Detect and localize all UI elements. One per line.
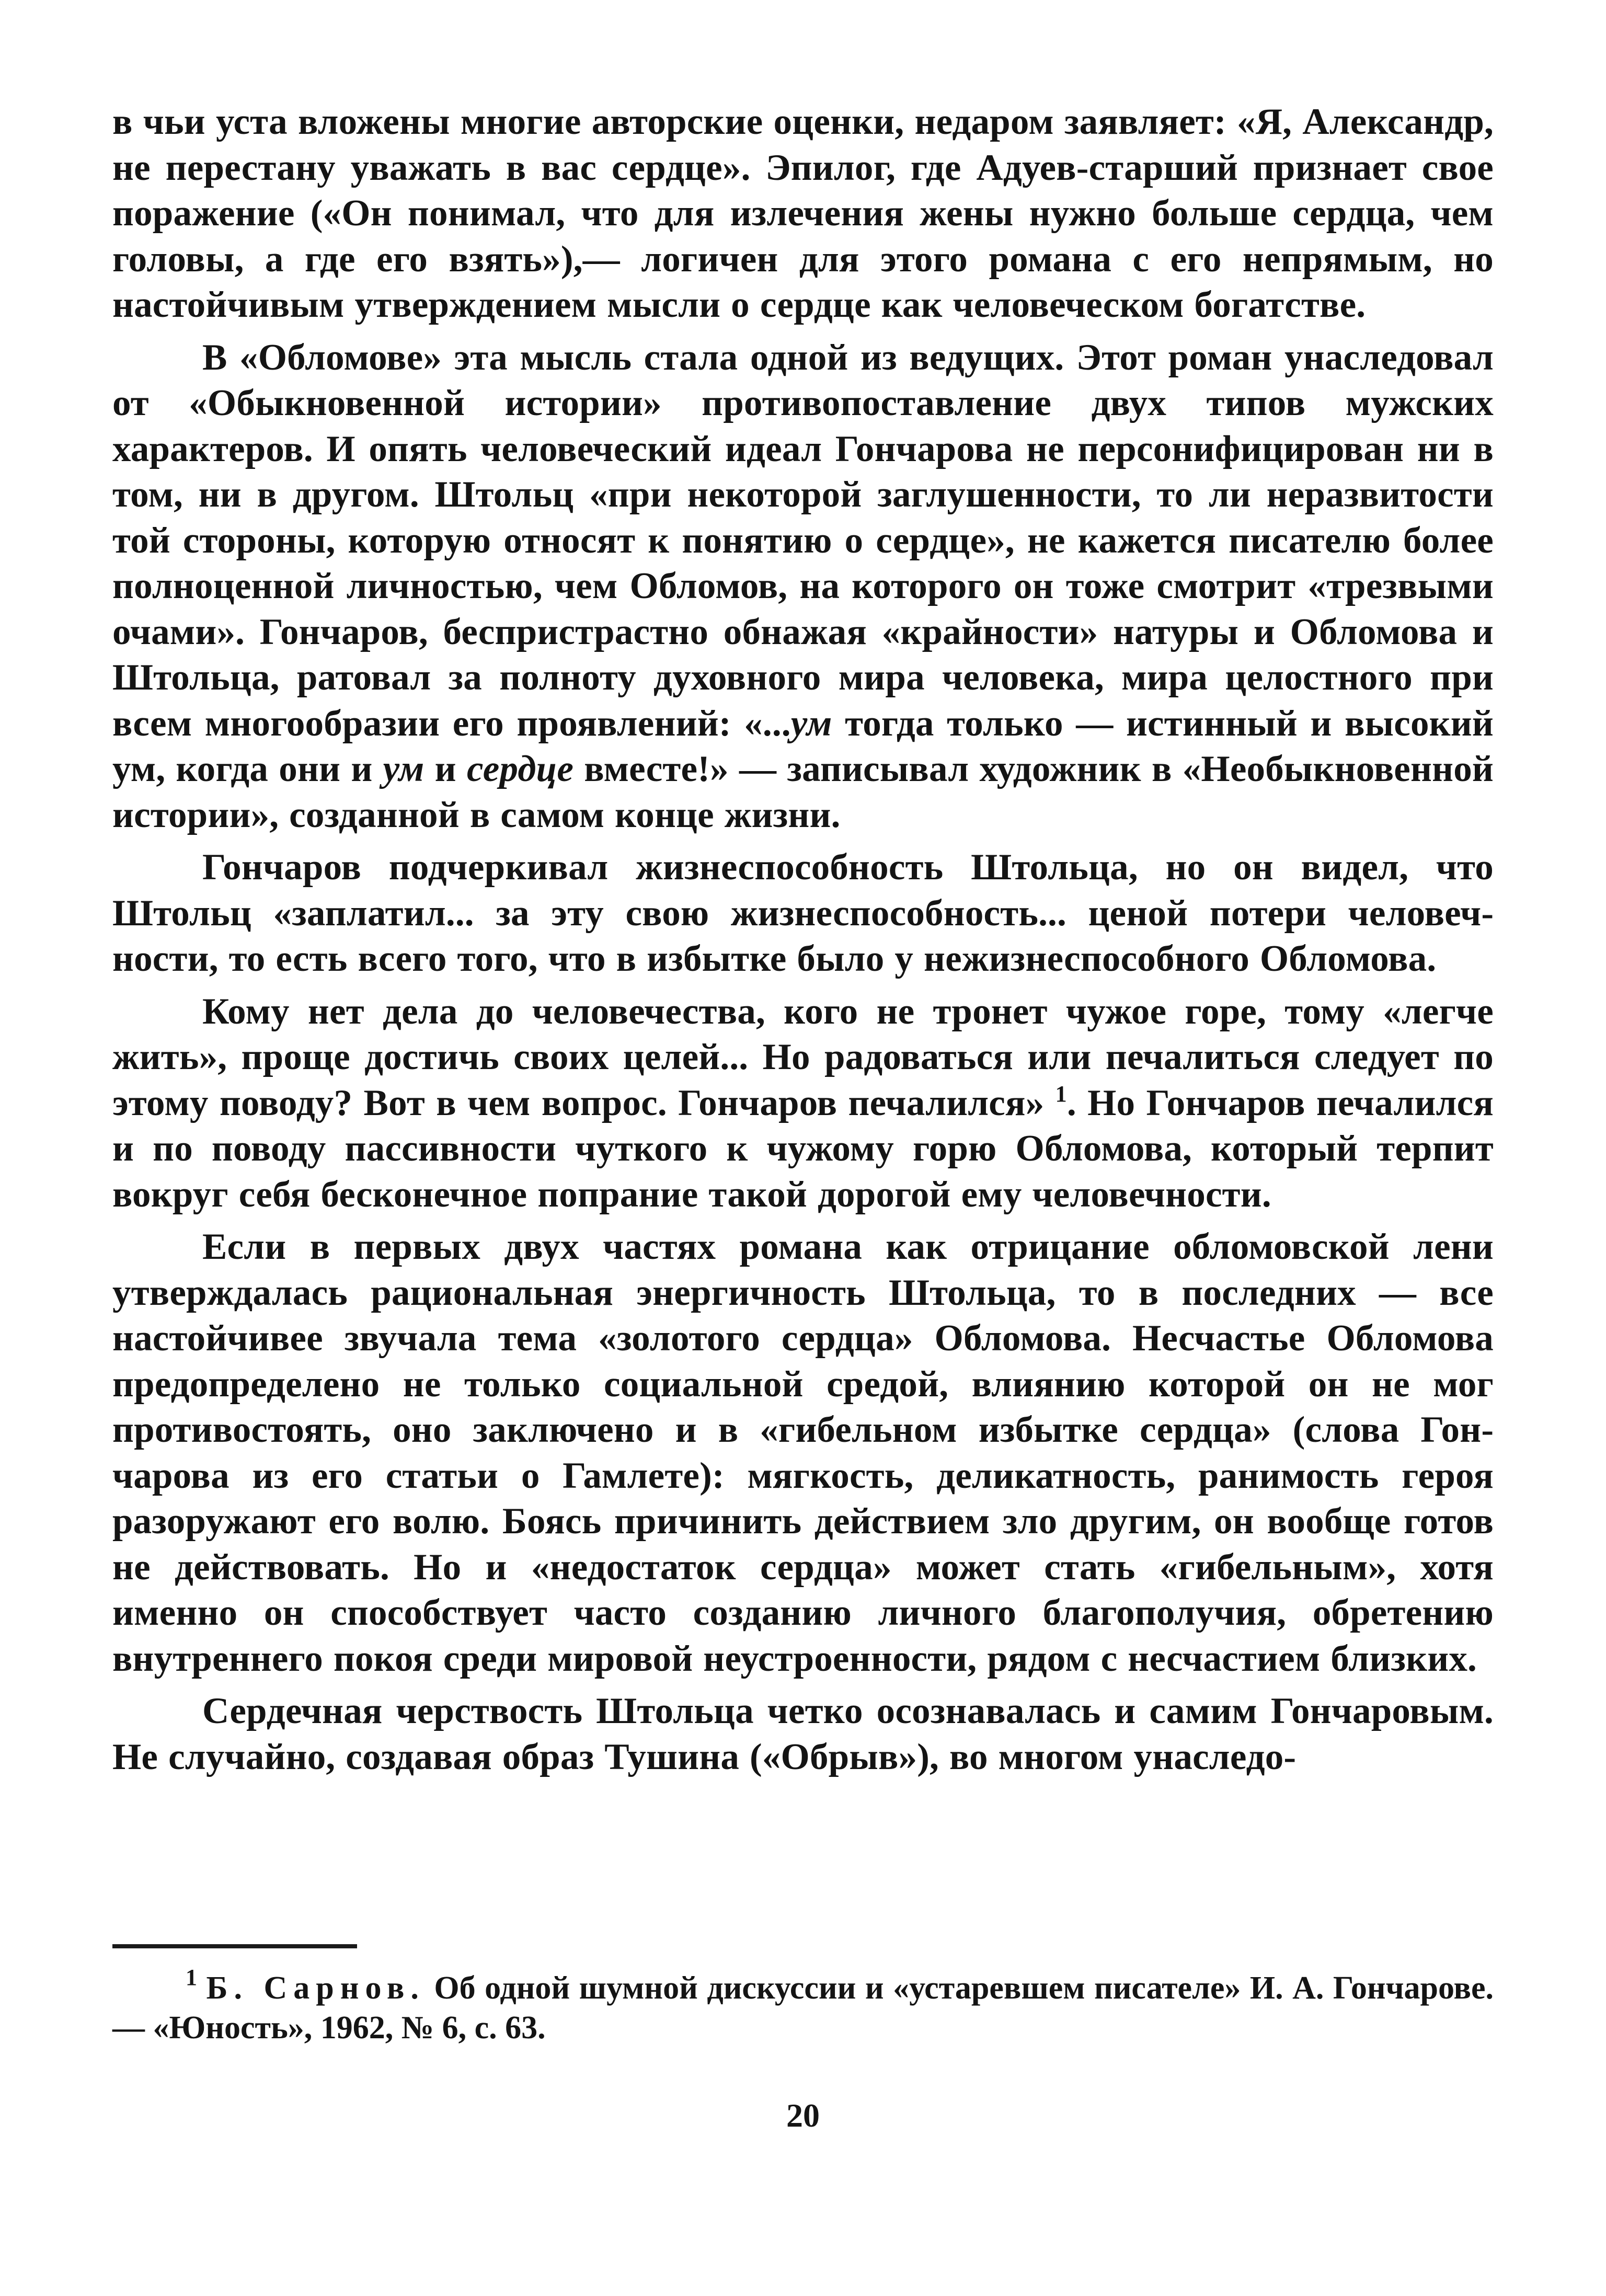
text-run: тогда только — истинный и высокий ум, когда они и: [112, 703, 1494, 789]
emphasis: ум: [790, 703, 832, 744]
text-run: Гончаров подчеркивал жизнеспособность Штольца, но он видел, что Штольц «заплатил... за эту свою жизнеспособность... ценой потери человечности, то есть всего того, что в избытке было у нежизнеспособного Обломова.: [112, 847, 1494, 979]
paragraph: [112, 845, 1494, 982]
footnotes: [112, 1965, 1494, 2048]
paragraph: [112, 1224, 1494, 1682]
emphasis: сердце: [466, 749, 574, 789]
footnote-reference: 1: [1055, 1081, 1067, 1107]
text-run: Сердечная черствость Штольца четко осознавалась и самим Гончаровым. Не случайно, создавая образ Тушина («Обрыв»), во многом унаследо-: [112, 1691, 1494, 1777]
footnote-text: Об одной шумной дискуссии и «устаревшем писателе» И. А. Гончарове.— «Юность», 1962, № 6, с. 63.: [112, 1970, 1494, 2046]
text-run: вместе!» — записывал художник в «Необыкновенной истории», созданной в самом конце жизни.: [112, 749, 1494, 835]
emphasis: ум: [383, 749, 425, 789]
paragraph: [112, 99, 1494, 328]
main-text: [112, 99, 1494, 1780]
footnote-separator: [112, 1944, 357, 1948]
text-run: Кому нет дела до человечества, кого не тронет чужое горе, тому «легче жить», проще достичь своих целей... Но радоваться или печалиться следует по этому поводу? Вот в чем вопрос. Гончаров печалился»: [112, 991, 1494, 1123]
book-page: [112, 99, 1494, 2217]
text-run: и: [424, 749, 467, 789]
text-run: . Но Гончаров печалился и по поводу пассивности чуткого к чужому горю Обломова, который терпит вокруг себя бесконечное попрание такой дорогой ему человечности.: [112, 1082, 1494, 1215]
paragraph: [112, 1689, 1494, 1780]
footnote-marker: 1: [186, 1965, 197, 1990]
text-run: Если в первых двух частях романа как отрицание обломовской лени утверждалась рациональная энергичность Штольца, то в последних — все настойчивее звучала тема «золотого сердца» Обломова. Несчастье Обломова предопределено не только социальной средой, влиянию которой он не мог противостоять, оно заключено и в «гибельном избытке сердца» (слова Гончарова из его статьи о Гамлете): мягкость, деликатность, ранимость героя разоружают его волю. Боясь причинить действием зло другим, он вообще готов не действовать. Но и «недостаток сердца» может стать «гибельным», хотя именно он способствует часто созданию личного благополучия, обретению внутреннего покоя среди мировой неустроенности, рядом с несчастием близких.: [112, 1226, 1494, 1679]
footnote-1: [112, 1965, 1494, 2048]
text-run: в чьи уста вложены многие авторские оценки, недаром заявляет: «Я, Александр, не перестану уважать в вас сердце». Эпилог, где Адуев-старший признает свое поражение («Он понимал, что для излечения жены нужно больше сердца, чем головы, а где его взять»),— логичен для этого романа с его непрямым, но настойчивым утверждением мысли о сердце как человеческом богатстве.: [112, 101, 1494, 325]
page-number: 20: [786, 2097, 820, 2134]
text-run: В «Обломове» эта мысль стала одной из ведущих. Этот роман унаследовал от «Обыкновенной истории» противопоставление двух типов мужских характеров. И опять человеческий идеал Гончарова не персонифицирован ни в том, ни в другом. Штольц «при некоторой заглушенности, то ли неразвитости той стороны, которую относят к понятию о сердце», не кажется писателю более полноценной личностью, чем Обломов, на которого он тоже смотрит «трезвыми очами». Гончаров, беспристрастно обнажая «крайности» натуры и Обломова и Штольца, ратовал за полноту духовного мира человека, мира целостного при всем многообразии его проявлений: «...: [112, 337, 1494, 744]
footnote-author: Б. Сарнов.: [206, 1970, 425, 2006]
paragraph: [112, 335, 1494, 839]
paragraph: [112, 989, 1494, 1218]
